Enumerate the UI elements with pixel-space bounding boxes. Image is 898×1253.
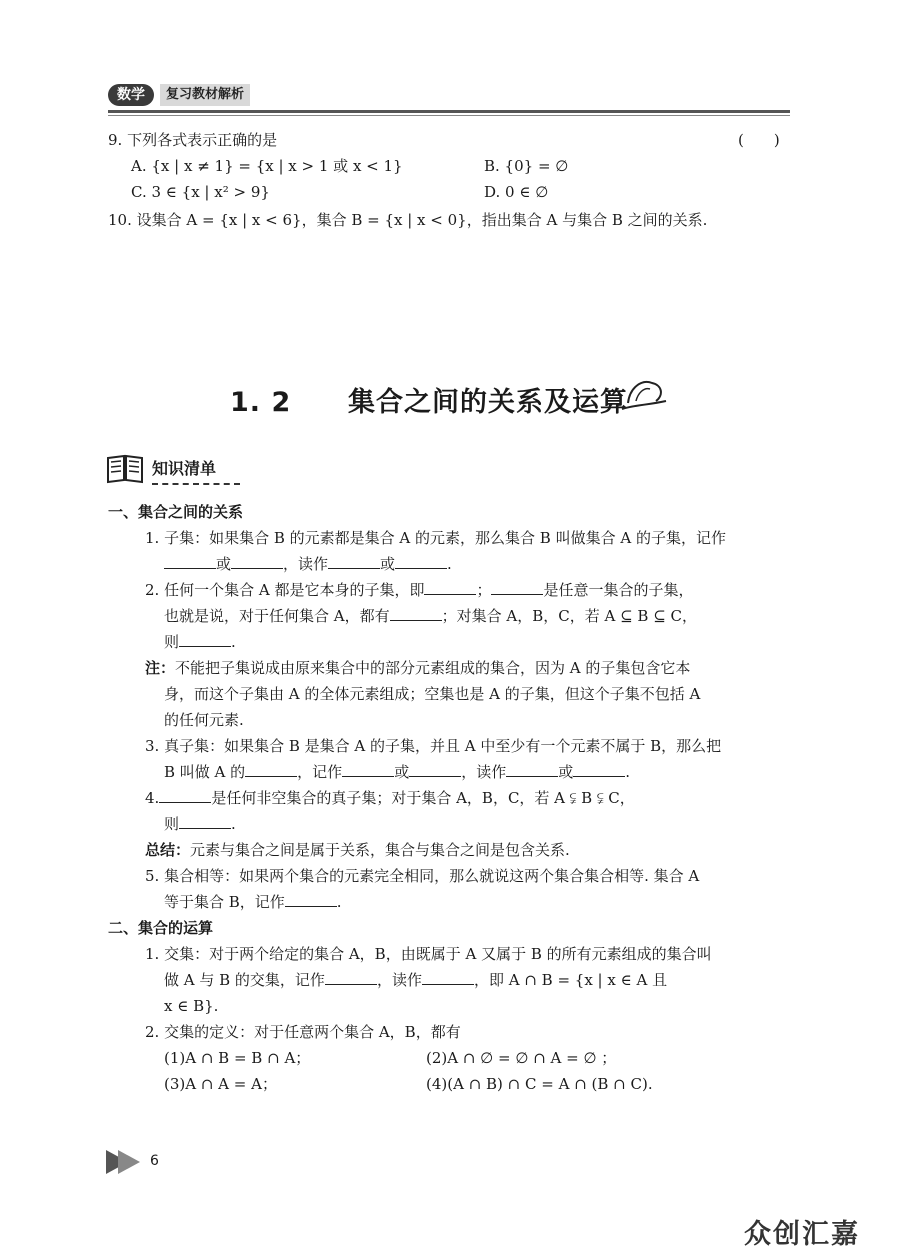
page-arrow-icon: [106, 1148, 142, 1176]
q9-option-c: C. 3 ∈ {x | x² > 9}: [131, 183, 270, 201]
fill-blank[interactable]: [422, 968, 474, 985]
watermark: 众创汇嘉: [744, 1219, 860, 1250]
p2-formula-3: (3)A ∩ A = A；: [164, 1075, 277, 1093]
q9-option-a: A. {x | x ≠ 1} = {x | x > 1 或 x < 1}: [131, 157, 403, 175]
part2-heading: 二、集合的运算: [108, 919, 214, 937]
part1-heading: 一、集合之间的关系: [108, 503, 244, 521]
leaf-decoration-icon: [618, 375, 670, 415]
p1-item1-line2: 或 ，读作 或 .: [164, 552, 452, 576]
q9-stem: 9. 下列各式表示正确的是: [108, 131, 278, 149]
p1-item2-line2: 也就是说，对于任何集合 A，都有 ；对集合 A，B，C，若 A ⊆ B ⊆ C，: [164, 604, 697, 628]
page-number: 6: [150, 1153, 159, 1169]
open-book-icon: [106, 452, 146, 484]
p1-item5-line1: 5. 集合相等：如果两个集合的元素完全相同，那么就说这两个集合集合相等. 集合 A: [145, 867, 700, 885]
note-label: 注：: [145, 659, 176, 677]
p1-item3-line2: B 叫做 A 的 ，记作 或 ，读作 或 .: [164, 760, 630, 784]
section-title: 集合之间的关系及运算: [348, 387, 629, 418]
fill-blank[interactable]: [395, 552, 447, 569]
p1-item3-line1: 3. 真子集：如果集合 B 是集合 A 的子集，并且 A 中至少有一个元素不属于 B，那么把: [145, 737, 722, 755]
fill-blank[interactable]: [424, 578, 476, 595]
p2-item1-line2: 做 A 与 B 的交集，记作 ，读作 ，即 A ∩ B = {x | x ∈ A 且: [164, 968, 667, 992]
p2-formula-4: (4)(A ∩ B) ∩ C = A ∩ (B ∩ C).: [426, 1075, 653, 1093]
p2-item2-line1: 2. 交集的定义：对于任意两个集合 A，B，都有: [145, 1023, 461, 1041]
fill-blank[interactable]: [164, 552, 216, 569]
p1-summary: 总结：元素与集合之间是属于关系，集合与集合之间是包含关系.: [145, 841, 570, 859]
q9-option-b: B. {0} = ∅: [484, 157, 569, 175]
fill-blank[interactable]: [491, 578, 543, 595]
p1-note-line3: 的任何元素.: [164, 711, 244, 729]
subject-badge: 数学: [108, 84, 154, 106]
p1-item1-line1: 1. 子集：如果集合 B 的元素都是集合 A 的元素，那么集合 B 叫做集合 A 的子集，记作: [145, 529, 726, 547]
fill-blank[interactable]: [506, 760, 558, 777]
fill-blank[interactable]: [285, 890, 337, 907]
section-number: 1. 2: [230, 387, 292, 418]
header-rule-thin: [108, 115, 790, 116]
fill-blank[interactable]: [409, 760, 461, 777]
fill-blank[interactable]: [573, 760, 625, 777]
header-rule: [108, 110, 790, 113]
fill-blank[interactable]: [231, 552, 283, 569]
p2-item1-line1: 1. 交集：对于两个给定的集合 A，B，由既属于 A 又属于 B 的所有元素组成的集合叫: [145, 945, 712, 963]
p1-item2-line3: 则 .: [164, 630, 236, 654]
fill-blank[interactable]: [328, 552, 380, 569]
fill-blank[interactable]: [245, 760, 297, 777]
knowledge-title-underline: [152, 483, 240, 485]
knowledge-list-title: 知识清单: [152, 459, 217, 478]
fill-blank[interactable]: [159, 786, 211, 803]
summary-label: 总结：: [145, 841, 191, 859]
q9-answer-paren: ( ): [738, 131, 780, 149]
p2-item1-line3: x ∈ B}.: [164, 997, 219, 1015]
q9-option-d: D. 0 ∈ ∅: [484, 183, 549, 201]
p1-item2-line1: 2. 任何一个集合 A 都是它本身的子集，即 ； 是任意一集合的子集，: [145, 578, 693, 602]
p1-note-line2: 身，而这个子集由 A 的全体元素组成；空集也是 A 的子集，但这个子集不包括 A: [164, 685, 701, 703]
p2-formula-1: (1)A ∩ B = B ∩ A；: [164, 1049, 311, 1067]
p2-formula-2: (2)A ∩ ∅ = ∅ ∩ A = ∅ ；: [426, 1049, 617, 1067]
fill-blank[interactable]: [325, 968, 377, 985]
fill-blank[interactable]: [179, 812, 231, 829]
p1-item5-line2: 等于集合 B，记作 .: [164, 890, 342, 914]
q10-text: 10. 设集合 A = {x | x < 6}，集合 B = {x | x < 0}，指出集合 A 与集合 B 之间的关系.: [108, 211, 708, 229]
section-heading: [230, 380, 670, 424]
p1-item4-line1: 4. 是任何非空集合的真子集；对于集合 A，B，C，若 A ⫋ B ⫋ C，: [145, 786, 635, 810]
p1-item4-line2: 则 .: [164, 812, 236, 836]
header-subtitle: 复习教材解析: [160, 84, 250, 106]
fill-blank[interactable]: [179, 630, 231, 647]
fill-blank[interactable]: [390, 604, 442, 621]
p1-note-line1: 注：不能把子集说成由原来集合中的部分元素组成的集合，因为 A 的子集包含它本: [145, 659, 691, 677]
fill-blank[interactable]: [342, 760, 394, 777]
